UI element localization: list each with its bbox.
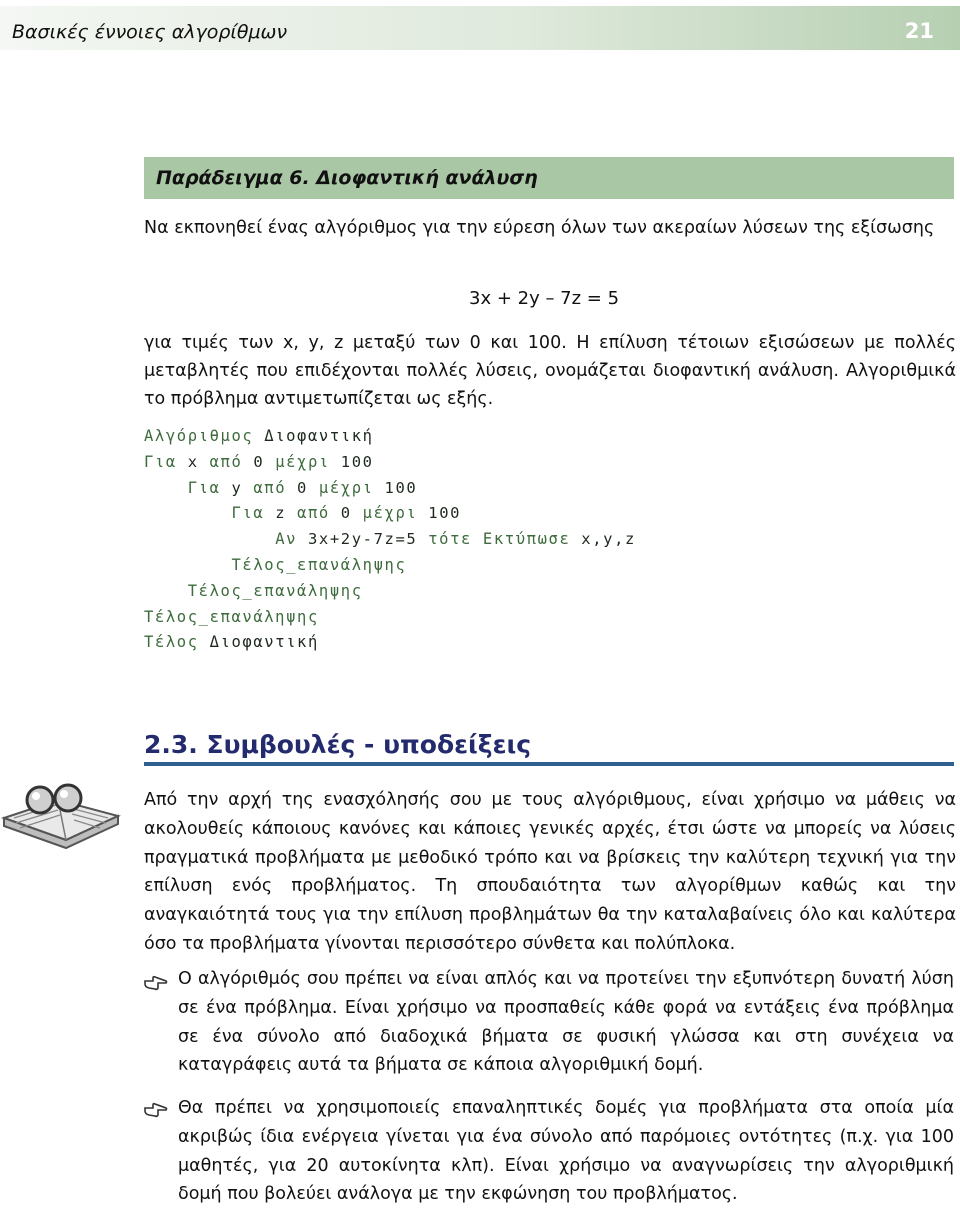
code-line: Τέλος_επανάληψης <box>187 581 363 600</box>
page-header <box>0 6 960 50</box>
tip-item: Θα πρέπει να χρησιμοποιείς επαναληπτικές δομές για προβλήματα στα οποία μία ακριβώς ίδια ενέργεια γίνεται για ένα σύνολο από παρόμοιες οντότητες (π.χ. για 100 μαθητές, για 20 αυτοκίνητα κλπ). Είναι χρήσιμο να αναγνωρίσεις την αλγοριθμική δομή που βολεύει ανάλογα με την εκφώνηση του προβλήματος. <box>178 1098 954 1205</box>
pointing-hand-icon <box>144 1102 168 1118</box>
tip-item: Ο αλγόριθμός σου πρέπει να είναι απλός και να προτείνει την εξυπνότερη δυνατή λύση σε ένα πρόβλημα. Είναι χρήσιμο να προσπαθείς κάθε φορά να εντάξεις ένα πρόβλημα σε ένα σύνολο από διαδοχικά βήματα σε φυσική γλώσσα και στη συνέχεια να καταγράφεις αυτά τα βήματα σε κάποια αλγοριθμική δομή. <box>178 969 954 1076</box>
code-line: Αλγόριθμος Διοφαντική <box>144 427 374 445</box>
example-intro: Να εκπονηθεί ένας αλγόριθμος για την εύρεση όλων των ακεραίων λύσεων της εξίσωσης <box>144 218 935 238</box>
book-with-magnifier-icon <box>0 778 122 850</box>
code-line: Τέλος_επανάληψης <box>231 555 407 574</box>
section-divider <box>144 762 954 766</box>
pointing-hand-icon <box>144 975 168 991</box>
code-line: Για z από 0 μέχρι 100 <box>231 504 462 523</box>
example-heading <box>144 157 954 199</box>
code-line: Τέλος_επανάληψης <box>144 607 319 626</box>
algorithm-code <box>144 424 636 656</box>
page-number: 21 <box>904 19 934 43</box>
code-line: Για x από 0 μέχρι 100 <box>144 452 374 471</box>
code-line: Αν 3x+2y-7z=5 τότε Εκτύπωσε x,y,z <box>275 530 636 549</box>
section-intro: Από την αρχή της ενασχόλησής σου με τους αλγόριθμους, είναι χρήσιμο να μάθεις να ακολουθείς κάποιους κανόνες και κάποιες γενικές αρχές, έτσι ώστε να μπορείς να λύσεις πραγματικά προβλήματα με μεθοδικό τρόπο και να βρίσκεις την καλύτερη τεχνική για την επίλυση ενός προβλήματος. Τη σπουδαιότητα των αλγορίθμων καθώς και την αναγκαιότητά τους για την επίλυση προβλημάτων θα την καταλαβαίνεις όλο και καλύτερα όσο τα προβλήματα γίνονται περισσότερο σύνθετα και πολύπλοκα. <box>144 790 956 954</box>
example-title: Παράδειγμα 6. Διοφαντική ανάλυση <box>156 167 538 189</box>
code-line: Τέλος Διοφαντική <box>144 633 319 652</box>
equation: 3x + 2y – 7z = 5 <box>469 288 620 309</box>
example-description: για τιμές των x, y, z μεταξύ των 0 και 100. Η επίλυση τέτοιων εξισώσεων με πολλές μεταβλητές που επιδέχονται πολλές λύσεις, ονομάζεται διοφαντική ανάλυση. Αλγοριθμικά το πρόβλημα αντιμετωπίζεται ως εξής. <box>144 333 956 409</box>
section-title: 2.3. Συμβουλές - υποδείξεις <box>144 730 532 759</box>
code-line: Για y από 0 μέχρι 100 <box>187 478 418 497</box>
chapter-title: Βασικές έννοιες αλγορίθμων <box>12 21 288 43</box>
